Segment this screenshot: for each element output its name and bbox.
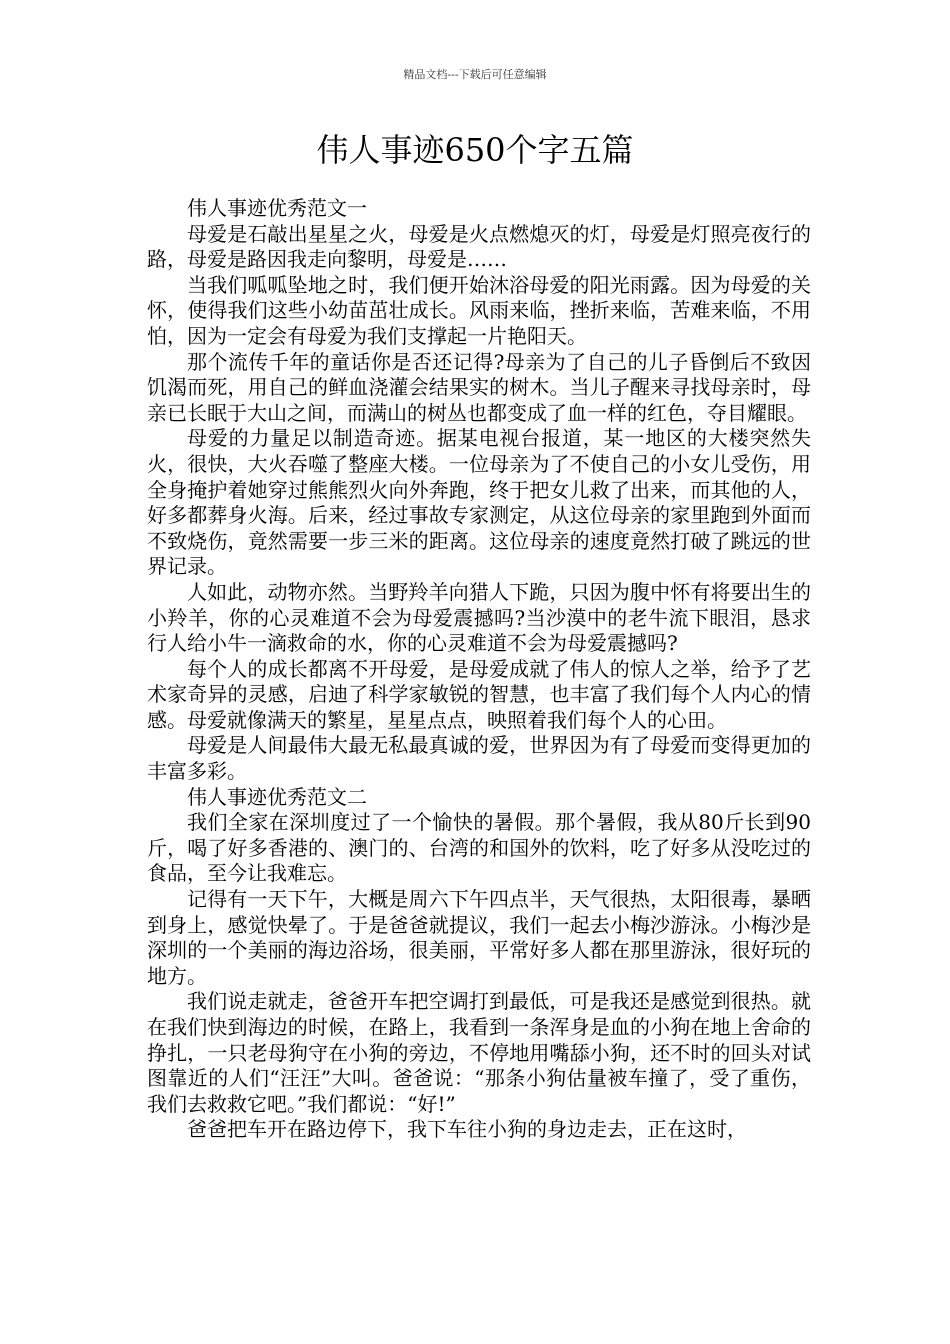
paragraph: 母爱是石敲出星星之火，母爱是火点燃熄灭的灯，母爱是灯照亮夜行的路，母爱是路因我走向黎明，母爱是…… <box>147 221 811 272</box>
paragraph: 我们说走就走，爸爸开车把空调打到最低，可是我还是感觉到很热。就在我们快到海边的时候，在路上，我看到一条浑身是血的小狗在地上舍命的挣扎，一只老母狗守在小狗的旁边，不停地用嘴舔小狗，还不时的回头对试图靠近的人们“汪汪”大叫。爸爸说：“那条小狗估量被车撞了，受了重伤，我们去救救它吧。”我们都说：“好!” <box>147 989 811 1116</box>
document-body <box>147 196 811 1143</box>
paragraph: 母爱的力量足以制造奇迹。据某电视台报道，某一地区的大楼突然失火，很快，大火吞噬了整座大楼。一位母亲为了不使自己的小女儿受伤，用全身掩护着她穿过熊熊烈火向外奔跑，终于把女儿救了出来，而其他的人，好多都葬身火海。后来，经过事故专家测定，从这位母亲的家里跑到外面而不致烧伤，竟然需要一步三米的距离。这位母亲的速度竟然打破了跳远的世界记录。 <box>147 426 811 579</box>
paragraph: 每个人的成长都离不开母爱，是母爱成就了伟人的惊人之举，给予了艺术家奇异的灵感，启迪了科学家敏锐的智慧，也丰富了我们每个人内心的情感。母爱就像满天的繁星，星星点点，映照着我们每个人的心田。 <box>147 656 811 732</box>
paragraph: 母爱是人间最伟大最无私最真诚的爱，世界因为有了母爱而变得更加的丰富多彩。 <box>147 733 811 784</box>
document-title: 伟人事迹650个字五篇 <box>316 131 634 169</box>
paragraph: 记得有一天下午，大概是周六下午四点半，天气很热，太阳很毒，暴晒到身上，感觉快晕了。于是爸爸就提议，我们一起去小梅沙游泳。小梅沙是深圳的一个美丽的海边浴场，很美丽，平常好多人都在那里游泳，很好玩的地方。 <box>147 887 811 988</box>
section-heading-1: 伟人事迹优秀范文一 <box>187 196 367 220</box>
paragraph: 那个流传千年的童话你是否还记得?母亲为了自己的儿子昏倒后不致因饥渴而死，用自己的鲜血浇灌会结果实的树木。当儿子醒来寻找母亲时，母亲已长眠于大山之间，而满山的树丛也都变成了血一样的红色，夺目耀眼。 <box>147 349 811 425</box>
paragraph: 当我们呱呱坠地之时，我们便开始沐浴母爱的阳光雨露。因为母爱的关怀，使得我们这些小幼苗茁壮成长。风雨来临，挫折来临，苦难来临，不用怕，因为一定会有母爱为我们支撑起一片艳阳天。 <box>147 272 811 348</box>
section-heading-2: 伟人事迹优秀范文二 <box>187 784 367 809</box>
paragraph: 人如此，动物亦然。当野羚羊向猎人下跪，只因为腹中怀有将要出生的小羚羊，你的心灵难道不会为母爱震撼吗?当沙漠中的老牛流下眼泪，恳求行人给小牛一滴救命的水，你的心灵难道不会为母爱震撼吗? <box>147 579 811 656</box>
header-note: 精品文档---下载后可任意编辑 <box>403 68 547 81</box>
paragraph: 我们全家在深圳度过了一个愉快的暑假。那个暑假，我从80斤长到90斤，喝了好多香港的、澳门的、台湾的和国外的饮料，吃了好多从没吃过的食品，至今让我难忘。 <box>147 810 811 886</box>
paragraph: 爸爸把车开在路边停下，我下车往小狗的身边走去，正在这时， <box>187 1117 747 1142</box>
